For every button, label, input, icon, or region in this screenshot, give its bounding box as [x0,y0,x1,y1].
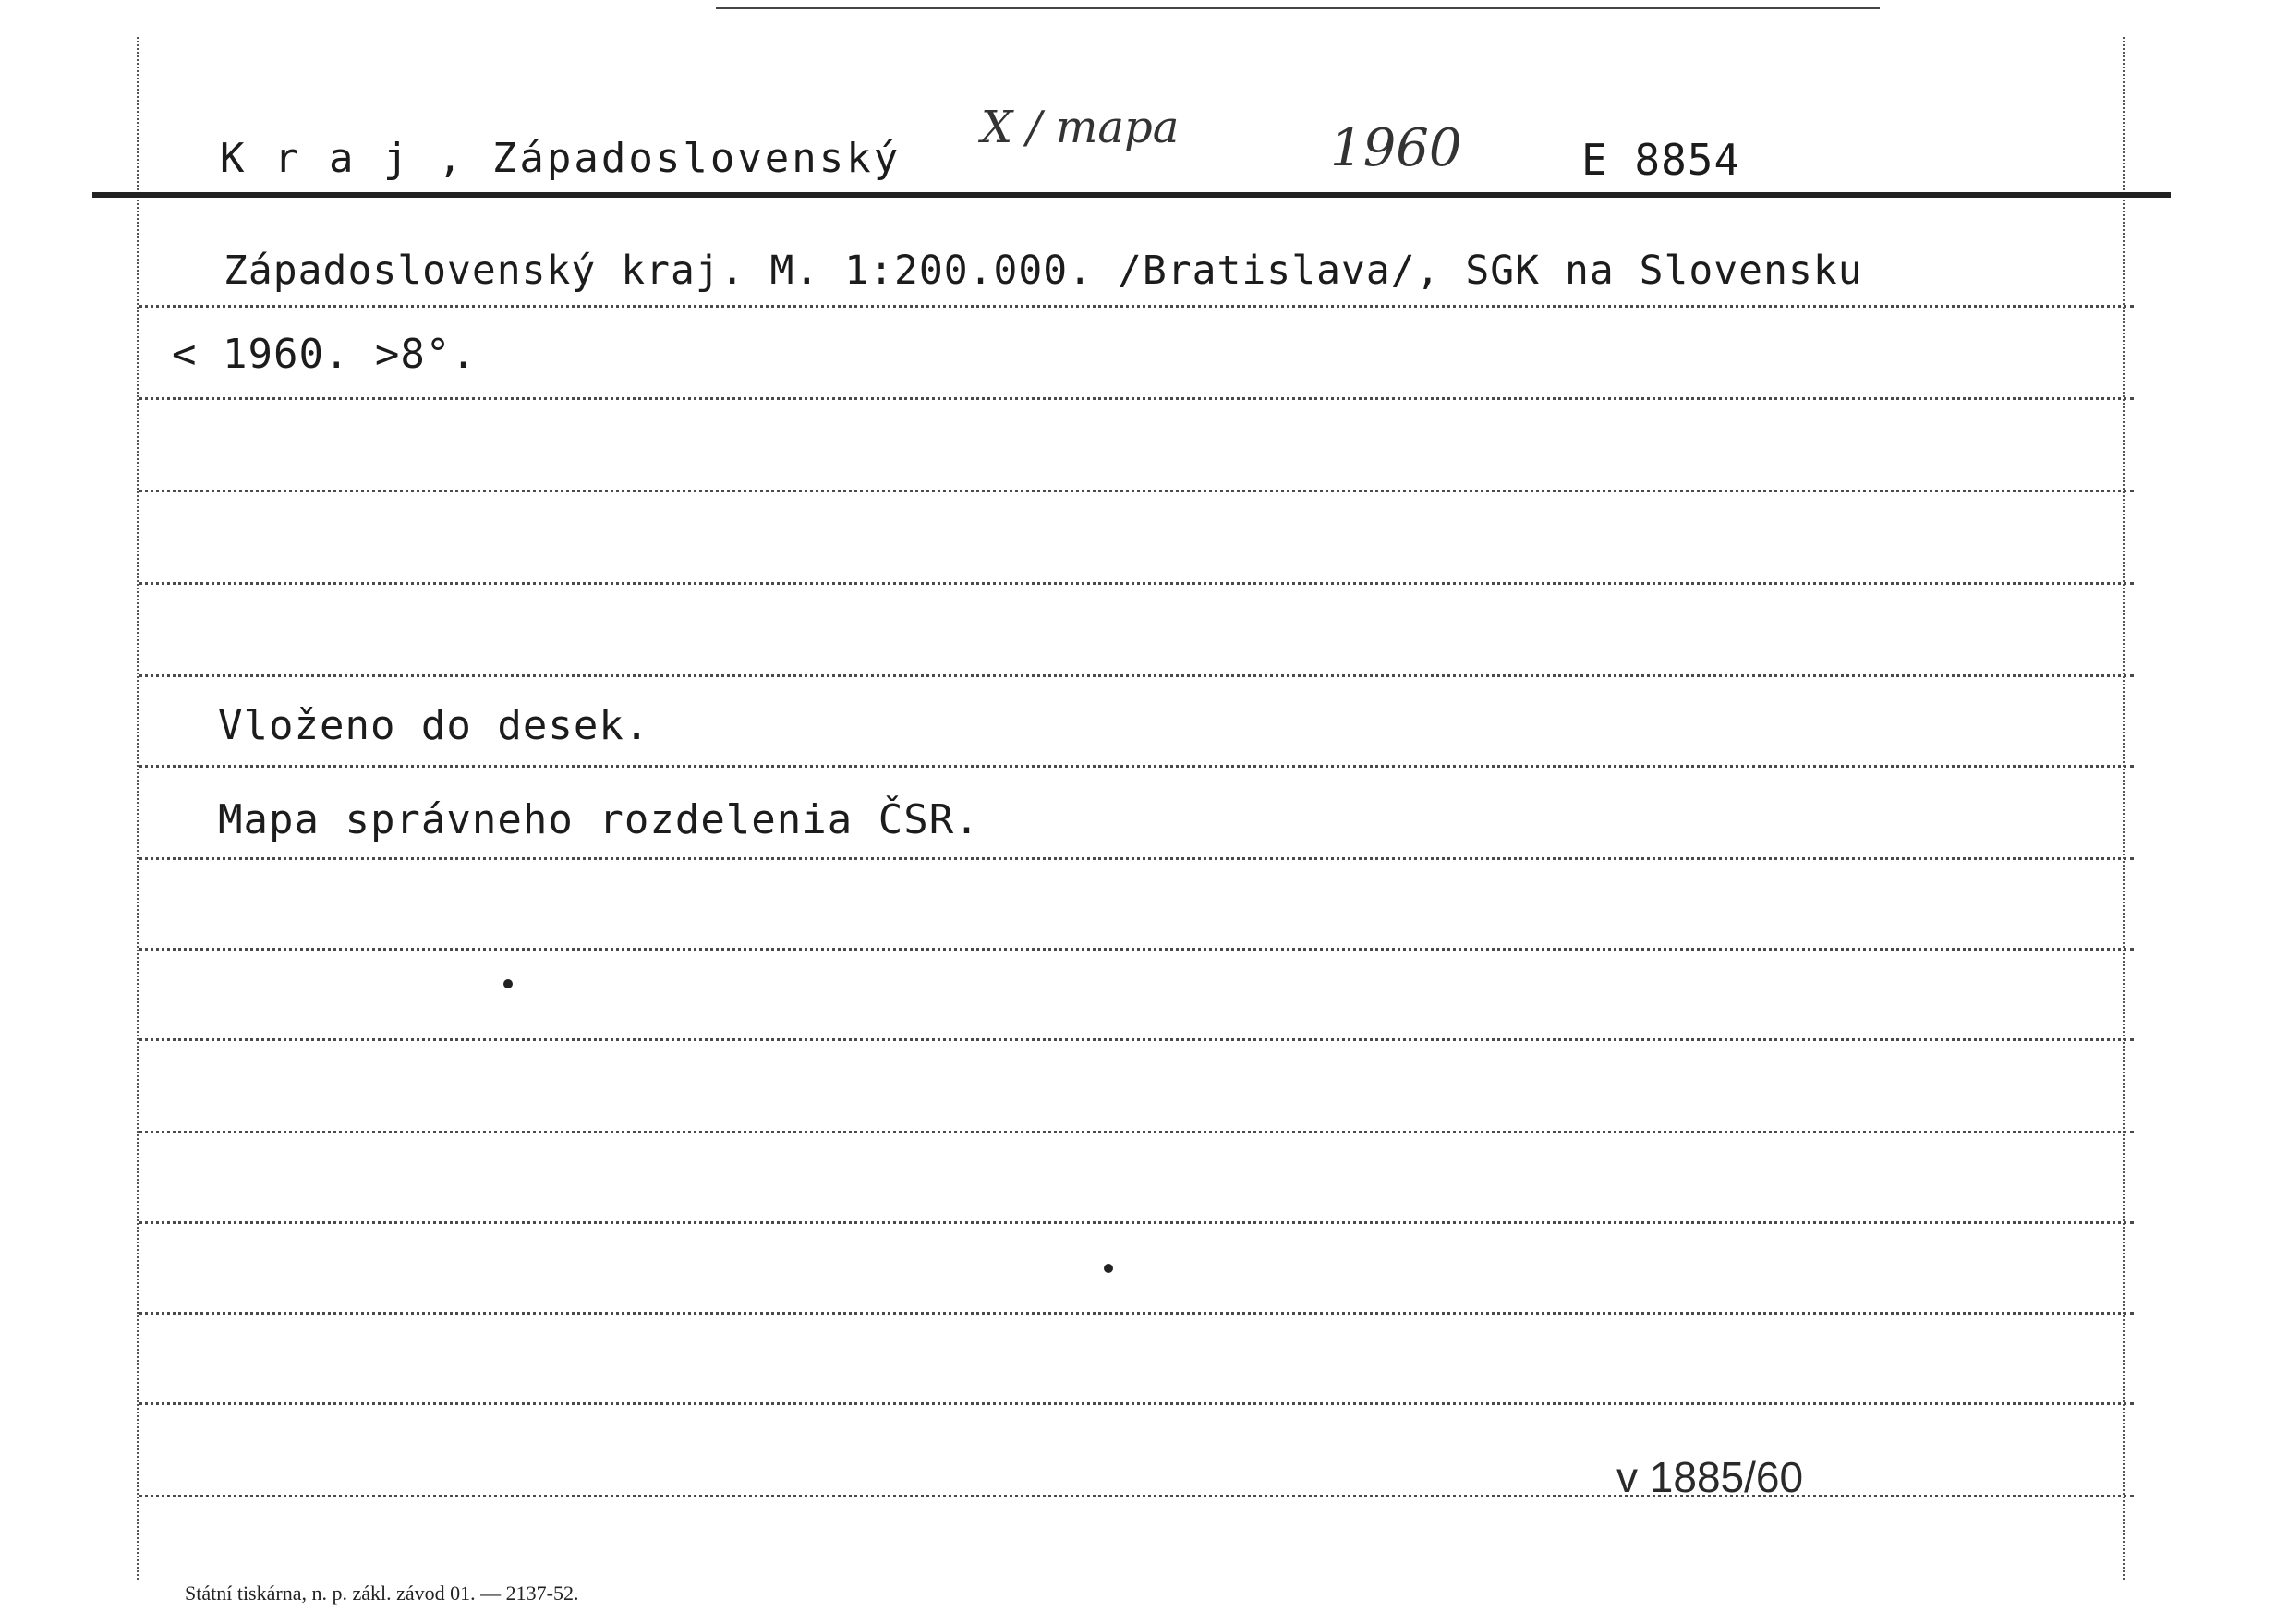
ruling-line-12 [139,1312,2134,1315]
top-edge-rule [716,7,1880,9]
ruling-line-14 [139,1495,2134,1497]
note-inserted: Vloženo do desek. [218,702,650,749]
ruling-line-6 [139,765,2134,768]
call-number: E 8854 [1581,135,1741,185]
ruling-line-8 [139,948,2134,951]
handwritten-year: 1960 [1330,118,1462,178]
ruling-line-5 [139,674,2134,677]
ink-speck [503,979,513,988]
ink-speck [1104,1264,1113,1273]
ruling-line-9 [139,1038,2134,1041]
accession-number: v 1885/60 [1616,1453,1804,1501]
left-margin-line [137,37,139,1580]
ruling-line-11 [139,1221,2134,1224]
ruling-line-1 [139,305,2134,308]
ruling-line-2 [139,397,2134,400]
ruling-line-3 [139,490,2134,492]
title-line: Západoslovenský kraj. M. 1:200.000. /Bratislava/, SGK na Slovensku [224,248,1863,294]
ruling-line-4 [139,582,2134,585]
note-map-description: Mapa správneho rozdelenia ČSR. [218,796,980,843]
publication-line: < 1960. >8°. [172,331,477,378]
ruling-line-13 [139,1402,2134,1405]
handwritten-annotation: X / mapa [981,102,1180,153]
right-margin-line [2123,37,2125,1580]
ruling-line-10 [139,1131,2134,1133]
printer-imprint: Státní tiskárna, n. p. zákl. závod 01. — 2137-52. [185,1582,579,1605]
ruling-line-7 [139,857,2134,860]
heading: K r a j , Západoslovenský [220,135,902,182]
header-rule [92,192,2171,198]
